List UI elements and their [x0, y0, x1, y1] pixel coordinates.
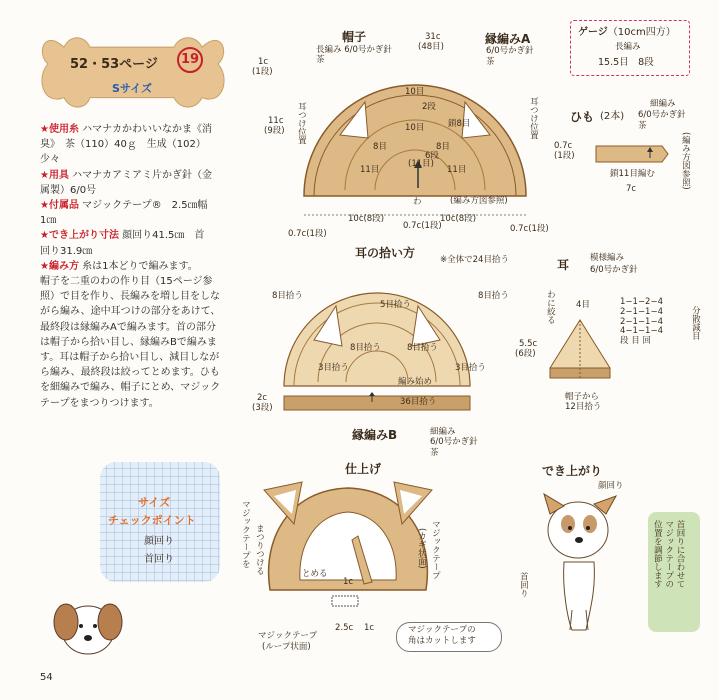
himo-title: ひも	[570, 110, 595, 124]
line: ら編み、最終段は絞ってとめます。ひも	[40, 367, 220, 379]
finish-magic-r: マジックテープ	[430, 520, 441, 580]
line: を細編みで編み、帽子にとめ、マジック	[40, 382, 221, 394]
hat-height: 11c	[268, 116, 284, 126]
ear-pos-right: 耳つけ位置	[528, 97, 539, 140]
done-neck: 首回り	[518, 572, 529, 598]
line: 臭》 茶（110）40ｇ 生成（102）	[40, 139, 206, 151]
himo-strip	[594, 140, 674, 190]
dim-side-left: 0.7c(1段)	[288, 229, 327, 239]
pickup-note: ※全体で24目拾う	[440, 255, 509, 265]
line: 回り31.9㎝	[40, 245, 93, 257]
pickup-edge-rows: (3段)	[252, 403, 273, 413]
check-face: 顔回り	[144, 536, 174, 547]
pickup-start: 編み始め	[398, 377, 433, 387]
hat-stitch: 長編み 6/0号かぎ針	[316, 45, 392, 55]
dog-head-icon	[48, 594, 128, 666]
ear-reduce: 分散減目	[690, 306, 701, 340]
edge-b-title: 縁編みB	[352, 428, 398, 442]
line: 属製）6/0号	[40, 184, 97, 196]
finish-loop: マジックテープ	[258, 631, 318, 641]
finish-c1a: 1c	[343, 577, 354, 587]
line: テープをまつりつけます。	[40, 397, 159, 409]
inner-eyelet: 鎖8目	[448, 119, 471, 129]
line: 最終段は縁編みAで編みます。首の部分	[40, 321, 217, 333]
edge-a-color: 茶	[486, 57, 495, 67]
hat-top: 31c	[425, 32, 441, 42]
inner-8l: 8目	[373, 142, 387, 152]
finish-loop2: (ループ状面)	[262, 642, 311, 652]
hat-title: 帽子	[342, 30, 367, 44]
table-row: 2−1−1−4	[620, 316, 663, 327]
gauge-stitch: 長編み	[615, 42, 641, 52]
pattern-number: 19	[177, 47, 203, 73]
line: す。耳は帽子から拾い目し、減目しなが	[40, 352, 220, 364]
line: 照）で目を作り、長編みを増し目をしな	[40, 291, 220, 303]
size-label: Sサイズ	[112, 82, 153, 95]
table-row: 1−1−2−4	[620, 297, 663, 307]
inner-10b: 10目	[405, 123, 425, 133]
line: ★でき上がり寸法 顔回り41.5㎝ 首	[40, 230, 205, 242]
line: ★使用糸 ハマナカかわいいなかま《消	[40, 124, 212, 135]
inner-dir: (編み方図参照)	[450, 196, 508, 206]
dim-side-right: 0.7c(1段)	[510, 224, 549, 234]
pickup-l8: 8目拾う	[272, 291, 303, 301]
inner-ring: わ	[413, 197, 422, 207]
pickup-diagram	[278, 262, 478, 414]
inner-11r: 11目	[447, 165, 467, 175]
edge-b-needle: 6/0号かぎ針	[430, 437, 478, 447]
pickup-l3: 3目拾う	[318, 363, 349, 373]
check-neck: 首回り	[144, 554, 174, 565]
hat-diagram	[290, 40, 540, 240]
edge-a-needle: 6/0号かぎ針	[486, 46, 534, 56]
ear-pick: 帽子から	[565, 392, 600, 402]
line: ★編み方 糸は1本どりで編みます。	[40, 260, 198, 272]
inner-11l: 11目	[360, 165, 380, 175]
inner-10a: 10目	[405, 87, 425, 97]
dim-bot-right: 10c(8段)	[440, 214, 477, 224]
pickup-l8b: 8目拾う	[350, 343, 381, 353]
himo-count: (2本)	[600, 111, 625, 122]
inner-8r: 8目	[436, 142, 450, 152]
himo-side: (編み方図参照)	[680, 132, 691, 190]
instructions	[40, 122, 220, 411]
ear-h: 5.5c	[519, 339, 538, 349]
ear-stitch: 模様編み	[590, 253, 625, 263]
line: 帽子を二重のわの作り目（15ページ参	[40, 276, 213, 288]
pickup-c5: 5目拾う	[380, 300, 411, 310]
himo-rows: (1段)	[554, 151, 575, 161]
table-row: 4−1−1−4	[620, 326, 663, 337]
pickup-edge-sts: 36目拾う	[400, 397, 437, 407]
pickup-title: 耳の拾い方	[355, 246, 416, 260]
edge-a-title: 縁編みA	[485, 32, 531, 46]
finish-magic-l2: まつりつける	[254, 524, 265, 575]
done-face: 顔回り	[598, 481, 624, 491]
finish-stop: とめる	[302, 569, 328, 579]
himo-stitch: 細編み	[650, 99, 676, 109]
line: ★付属品 マジックテープ® 2.5㎝幅	[40, 200, 208, 212]
gauge-title: ゲージ（10cm四方）	[578, 27, 676, 38]
finish-cut2: 角はカットします	[408, 636, 476, 646]
line: は帽子から拾い目し、縁編みBで編みま	[40, 336, 217, 348]
finish-cut: マジックテープの	[408, 625, 476, 635]
ear-rows: (6段)	[515, 349, 536, 359]
hat-color: 茶	[316, 55, 325, 65]
edge-b-color: 茶	[430, 448, 439, 458]
hat-height-rows: (9段)	[264, 126, 285, 136]
tip-text: 首回りに合わせて マジックテープの 位置を調節します	[652, 520, 686, 588]
finish-magic-r2: (カギ状面)	[416, 528, 427, 569]
himo-needle: 6/0号かぎ針	[638, 110, 686, 120]
finish-c25: 2.5c	[335, 623, 354, 633]
pickup-r3: 3目拾う	[455, 363, 486, 373]
finish-c1b: 1c	[364, 623, 375, 633]
hat-top-sts: (48目)	[418, 42, 444, 52]
ear-title: 耳	[557, 258, 570, 272]
pickup-edge-h: 2c	[257, 393, 268, 403]
ear-pick2: 12目拾う	[565, 402, 602, 412]
ear-pos-left: 耳つけ位置	[296, 102, 307, 145]
page-number: 54	[40, 672, 53, 683]
ear-table	[620, 298, 663, 347]
ear-needle: 6/0号かぎ針	[590, 265, 638, 275]
ear-shape	[546, 316, 616, 386]
done-title: でき上がり	[542, 464, 603, 478]
line: ★用具 ハマナカアミアミ片かぎ針（金	[40, 169, 212, 181]
edge-b-stitch: 細編み	[430, 427, 456, 437]
finish-title: 仕上げ	[345, 462, 382, 476]
line: 少々	[40, 154, 60, 166]
inner-6: 6段	[425, 151, 439, 161]
check-title2: チェックポイント	[108, 514, 196, 527]
himo-chain: 鎖11目編む	[610, 169, 655, 179]
pickup-r8b: 8目拾う	[407, 343, 438, 353]
finish-diagram	[258, 470, 441, 620]
check-title1: サイズ	[138, 496, 171, 509]
line: がら編み、途中耳つけの部分をあけて、	[40, 306, 221, 318]
himo-len: 7c	[626, 184, 637, 194]
dim-bot-left: 10c(8段)	[348, 214, 385, 224]
dog-illustration	[538, 490, 628, 640]
inner-2: 2段	[422, 102, 436, 112]
line: 1㎝	[40, 215, 57, 227]
table-row: 2−1−1−4	[620, 306, 663, 317]
himo-color: 茶	[638, 121, 647, 131]
finish-magic-l: マジックテープを	[240, 500, 251, 568]
hat-left-top: 1c	[258, 57, 269, 67]
gauge-value: 15.5目 8段	[598, 57, 654, 68]
page-ref: 52・53ページ	[70, 57, 158, 72]
hat-left-top-rows: (1段)	[252, 67, 273, 77]
inner-center: (11目)	[408, 159, 434, 169]
dim-side-center: 0.7c(1段)	[403, 221, 442, 231]
pickup-r8: 8目拾う	[478, 291, 509, 301]
ear-top: 4目	[576, 300, 590, 310]
himo-h: 0.7c	[554, 141, 573, 151]
table-footer: 段 目 回	[620, 336, 651, 347]
ear-tie: わに絞る	[545, 290, 556, 324]
